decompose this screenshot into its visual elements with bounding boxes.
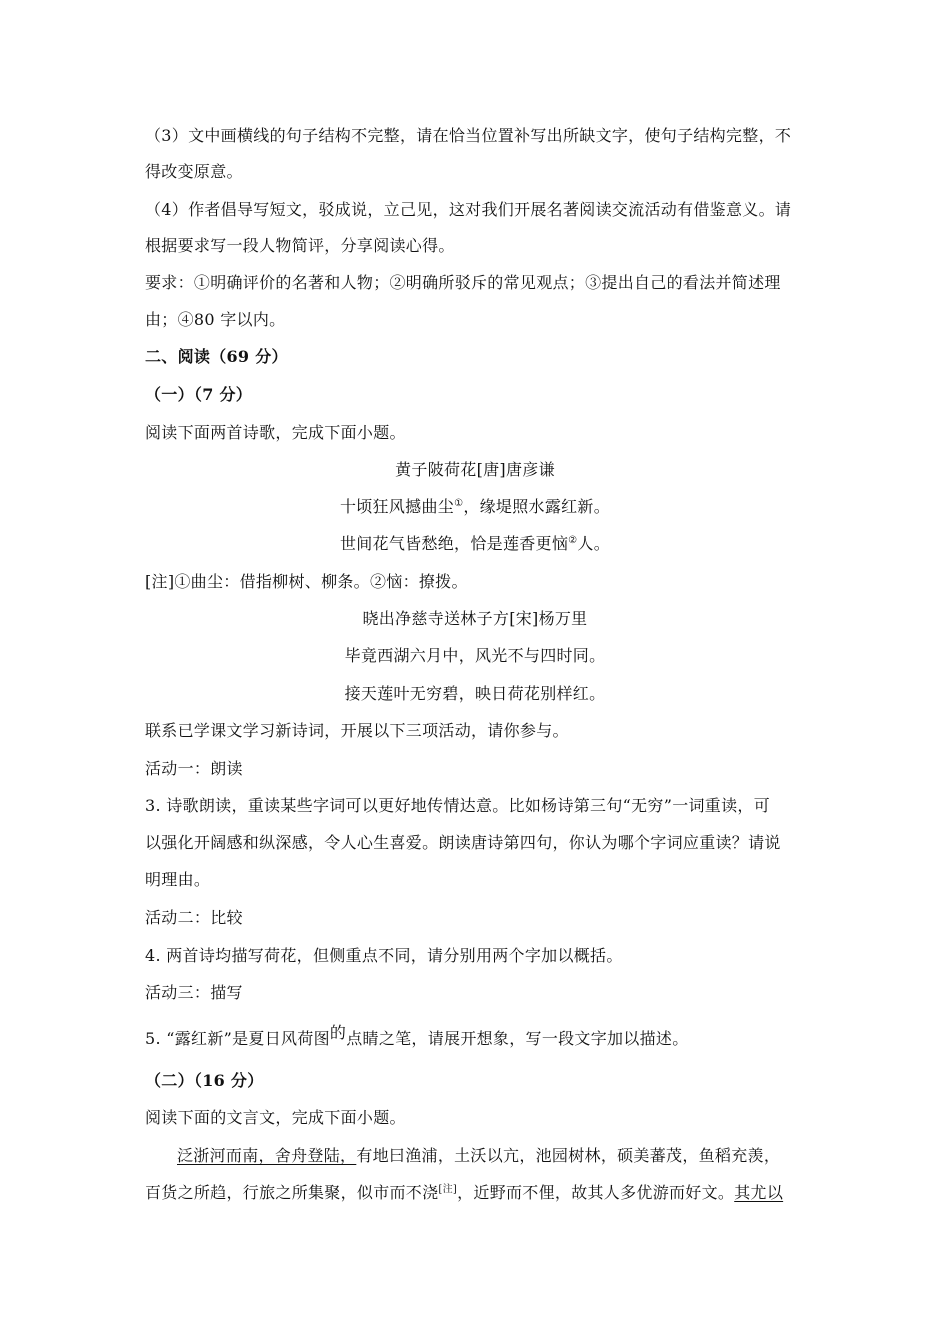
classical-text-line1: 泛浙河而南，舍舟登陆，有地曰渔浦，土沃以亢，池园树林，硕美蕃茂，鱼稻充羡， xyxy=(177,1146,781,1165)
poem2-line1: 毕竟西湖六月中，风光不与四时同。 xyxy=(344,646,606,665)
part1-title: （一）（7 分） xyxy=(145,385,253,404)
q3-line1: （3）文中画横线的句子结构不完整，请在恰当位置补写出所缺文字，使句子结构完整，不 xyxy=(145,126,792,145)
q3-line2: 得改变原意。 xyxy=(145,162,243,181)
part2-intro: 阅读下面的文言文，完成下面小题。 xyxy=(145,1108,406,1127)
poem1-line2: 世间花气皆愁绝，恰是莲香更恼②人。 xyxy=(339,534,611,553)
activity3-title: 活动三：描写 xyxy=(145,983,243,1002)
underlined-sentence-2: 其尤以 xyxy=(734,1183,784,1202)
poem1-title: 黄子陂荷花[唐]唐彦谦 xyxy=(395,460,555,479)
poem1-note: [注]①曲尘：借指柳树、柳条。②恼：撩拨。 xyxy=(145,572,468,591)
question3-line3: 明理由。 xyxy=(145,870,211,889)
underlined-sentence-1: 泛浙河而南，舍舟登陆， xyxy=(177,1146,357,1165)
question5-line: 5. “露红新”是夏日风荷图的点睛之笔，请展开想象，写一段文字加以描述。 xyxy=(145,1023,689,1048)
part2-title: （二）（16 分） xyxy=(145,1071,264,1090)
q4-requirement-line2: 由；④80 字以内。 xyxy=(145,310,286,329)
activity1-title: 活动一：朗读 xyxy=(145,759,243,778)
activities-intro: 联系已学课文学习新诗词，开展以下三项活动，请你参与。 xyxy=(145,721,569,740)
poem2-line2: 接天莲叶无穷碧，映日荷花别样红。 xyxy=(344,684,606,703)
part1-intro: 阅读下面两首诗歌，完成下面小题。 xyxy=(145,423,406,442)
section2-title: 二、阅读（69 分） xyxy=(145,347,288,366)
q4-line2: 根据要求写一段人物简评，分享阅读心得。 xyxy=(145,236,455,255)
question4-line: 4. 两首诗均描写荷花，但侧重点不同，请分别用两个字加以概括。 xyxy=(145,946,623,965)
question3-line2: 以强化开阔感和纵深感，令人心生喜爱。朗读唐诗第四句，你认为哪个字词应重读？请说 xyxy=(145,833,781,852)
activity2-title: 活动二：比较 xyxy=(145,908,243,927)
q4-line1: （4）作者倡导写短文，驳成说，立己见，这对我们开展名著阅读交流活动有借鉴意义。请 xyxy=(145,200,792,219)
q4-requirement-line1: 要求：①明确评价的名著和人物；②明确所驳斥的常见观点；③提出自己的看法并简述理 xyxy=(145,273,781,292)
poem1-line1: 十顷狂风撼曲尘①，缘堤照水露红新。 xyxy=(339,497,611,516)
classical-text-line2: 百货之所趋，行旅之所集聚，似市而不浇[注]，近野而不俚，故其人多优游而好文。其尤以 xyxy=(145,1183,784,1202)
question3-line1: 3. 诗歌朗读，重读某些字词可以更好地传情达意。比如杨诗第三句“无穷”一词重读，可 xyxy=(145,796,771,815)
poem2-title: 晓出净慈寺送林子方[宋]杨万里 xyxy=(362,609,588,628)
